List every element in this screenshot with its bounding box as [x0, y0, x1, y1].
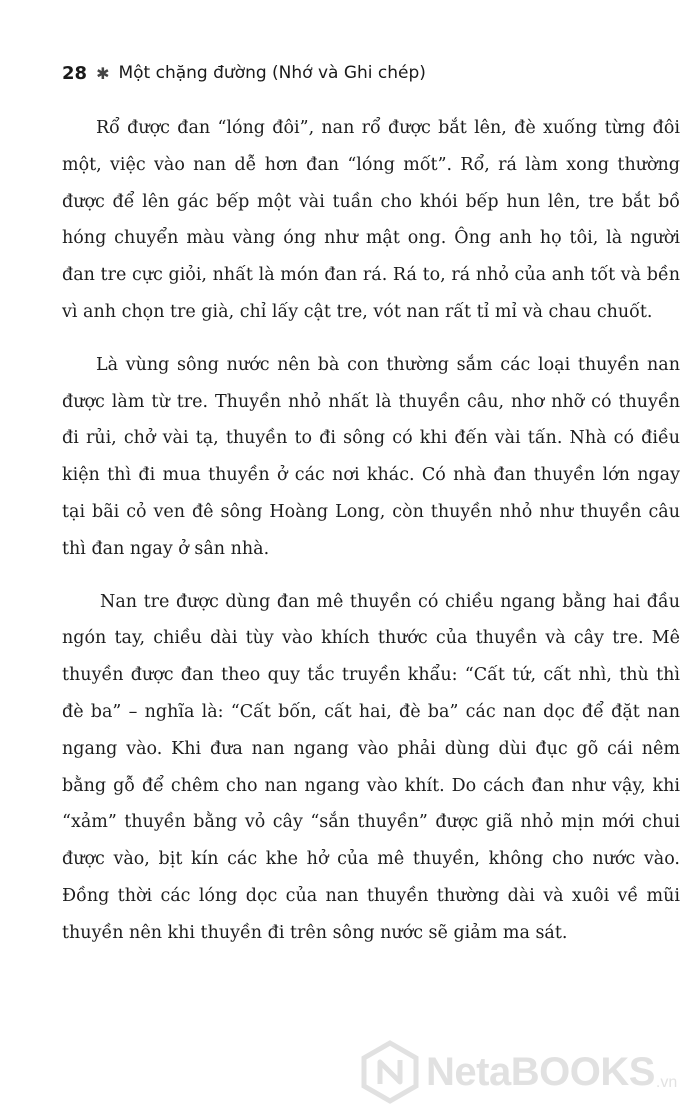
- paragraph: Rổ được đan “lóng đôi”, nan rổ được bắt lên, đè xuống từng đôi một, việc vào nan dễ hơn đan “lóng mốt”. Rổ, rá làm xong thường được để lên gác bếp một vài tuần cho khói bếp hun lên, tre bắt bồ hóng chuyển màu vàng óng như mật ong. Ông anh họ tôi, là người đan tre cực giỏi, nhất là món đan rá. Rá to, rá nhỏ của anh tốt và bền vì anh chọn tre già, chỉ lấy cật tre, vót nan rất tỉ mỉ và chau chuốt.: [62, 118, 680, 322]
- body-text: [62, 110, 680, 968]
- paragraph: Là vùng sông nước nên bà con thường sắm các loại thuyền nan được làm từ tre. Thuyền nhỏ nhất là thuyền câu, nhơ nhỡ có thuyền đi rủi, chở vài tạ, thuyền to đi sông có khi đến vài tấn. Nhà có điều kiện thì đi mua thuyền ở các nơi khác. Có nhà đan thuyền lớn ngay tại bãi cỏ ven đê sông Hoàng Long, còn thuyền nhỏ như thuyền câu thì đan ngay ở sân nhà.: [62, 354, 680, 559]
- chapter-title: Một chặng đường (Nhớ và Ghi chép): [118, 63, 426, 83]
- watermark-brand: NetaBOOKS: [426, 1049, 655, 1094]
- watermark: [360, 1040, 677, 1104]
- netabooks-logo-icon: [360, 1040, 420, 1104]
- running-header: [62, 60, 426, 86]
- watermark-suffix: .vn: [655, 1074, 678, 1091]
- paragraph: Nan tre được dùng đan mê thuyền có chiều ngang bằng hai đầu ngón tay, chiều dài tùy vào khích thước của thuyền và cây tre. Mê thuyền được đan theo quy tắc truyền khẩu: “Cất tứ, cất nhì, thù thì đè ba” – nghĩa là: “Cất bốn, cất hai, đè ba” các nan dọc để đặt nan ngang vào. Khi đưa nan ngang vào phải dùng dùi đục gõ cái nêm bằng gỗ để chêm cho nan ngang vào khít. Do cách đan như vậy, khi “xảm” thuyền bằng vỏ cây “sắn thuyền” được giã nhỏ mịn mới chui được vào, bịt kín các khe hở của mê thuyền, không cho nước vào. Đồng thời các lóng dọc của nan thuyền thường dài và xuôi về mũi thuyền nên khi thuyền đi trên sông nước sẽ giảm ma sát.: [62, 591, 680, 943]
- page-number: 28: [62, 62, 88, 84]
- asterisk-icon: ✱: [96, 63, 110, 83]
